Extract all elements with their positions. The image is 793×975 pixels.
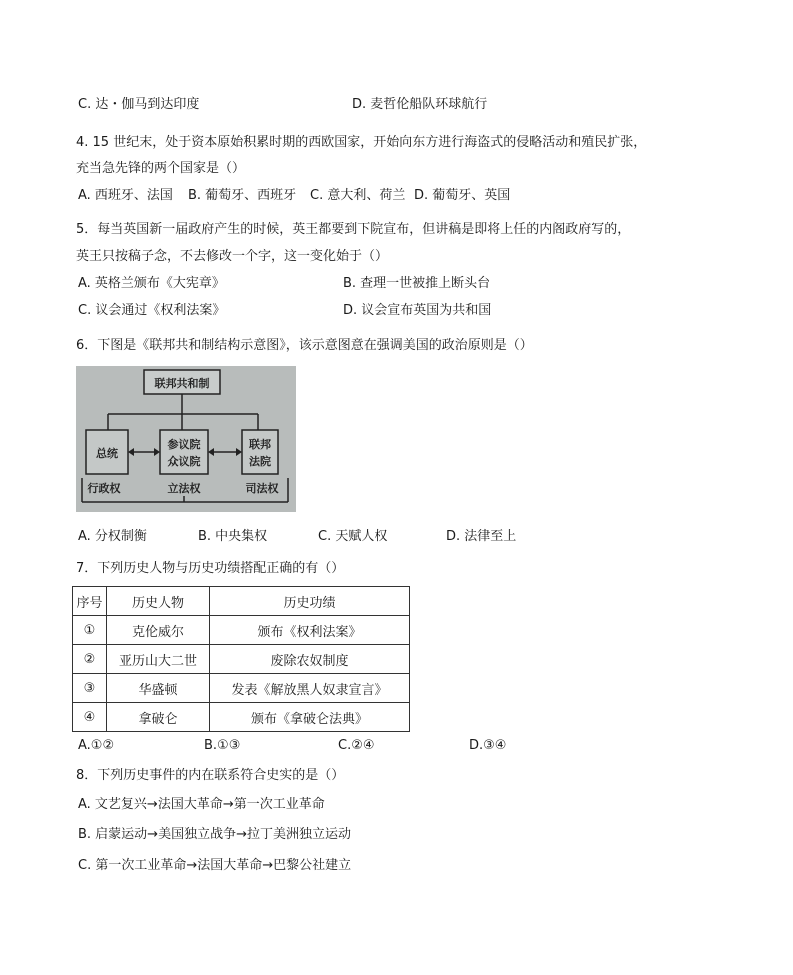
row-index: ②: [73, 645, 107, 674]
q3-option-d: D. 麦哲伦船队环球航行: [352, 97, 488, 112]
q5-stem-line1: 5．每当英国新一届政府产生的时候，英王都要到下院宣布，但讲稿是即将上任的内阁政府写的，: [76, 222, 631, 237]
row-index: ③: [73, 674, 107, 703]
q7-option-b: B.①③: [204, 738, 241, 753]
q6-option-b: B. 中央集权: [198, 529, 268, 544]
diagram-executive-caption: 行政权: [87, 482, 121, 495]
history-figures-table: [72, 586, 410, 732]
q6-option-d: D. 法律至上: [446, 529, 517, 544]
row-figure: 华盛顿: [107, 674, 210, 703]
row-achievement: 颁布《拿破仑法典》: [210, 703, 410, 732]
row-figure: 亚历山大二世: [107, 645, 210, 674]
diagram-president-label: 总统: [96, 447, 118, 460]
q4-option-c: C. 意大利、荷兰: [310, 188, 406, 203]
q4-option-d: D. 葡萄牙、英国: [414, 188, 511, 203]
diagram-top-label: 联邦共和制: [154, 377, 210, 390]
table-row: [73, 703, 410, 732]
q7-option-c: C.②④: [338, 738, 375, 753]
q4-stem-line1: 4. 15 世纪末，处于资本原始积累时期的西欧国家，开始向东方进行海盗式的侵略活动和殖民扩张，: [76, 135, 647, 150]
row-achievement: 发表《解放黑人奴隶宣言》: [210, 674, 410, 703]
q5-stem-line2: 英王只按稿子念，不去修改一个字，这一变化始于（）: [76, 249, 389, 264]
q8-stem: 8．下列历史事件的内在联系符合史实的是（）: [76, 768, 345, 783]
row-index: ①: [73, 616, 107, 645]
q5-option-c: C. 议会通过《权利法案》: [78, 303, 226, 318]
federal-republic-diagram: [76, 366, 296, 512]
q8-option-a: A. 文艺复兴→法国大革命→第一次工业革命: [78, 797, 325, 812]
row-achievement: 废除农奴制度: [210, 645, 410, 674]
row-figure: 克伦威尔: [107, 616, 210, 645]
table-row: [73, 616, 410, 645]
header-index: 序号: [73, 587, 107, 616]
q6-option-a: A. 分权制衡: [78, 529, 147, 544]
q5-option-d: D. 议会宣布英国为共和国: [343, 303, 492, 318]
q4-stem-line2: 充当急先锋的两个国家是（）: [76, 161, 246, 176]
q6-option-c: C. 天赋人权: [318, 529, 388, 544]
q5-option-b: B. 查理一世被推上断头台: [343, 276, 491, 291]
q4-option-a: A. 西班牙、法国: [78, 188, 173, 203]
q8-option-c: C. 第一次工业革命→法国大革命→巴黎公社建立: [78, 858, 352, 873]
row-achievement: 颁布《权利法案》: [210, 616, 410, 645]
row-index: ④: [73, 703, 107, 732]
diagram-congress-label2: 众议院: [167, 455, 201, 468]
diagram-legislative-caption: 立法权: [167, 482, 201, 495]
q4-option-b: B. 葡萄牙、西班牙: [188, 188, 297, 203]
q7-option-a: A.①②: [78, 738, 115, 753]
row-figure: 拿破仑: [107, 703, 210, 732]
diagram-court-label2: 法院: [249, 455, 271, 468]
diagram-congress-label1: 参议院: [167, 438, 201, 451]
q6-stem: 6．下图是《联邦共和制结构示意图》，该示意图意在强调美国的政治原则是（）: [76, 338, 533, 353]
q7-option-d: D.③④: [469, 738, 507, 753]
q5-option-a: A. 英格兰颁布《大宪章》: [78, 276, 225, 291]
table-header-row: [73, 587, 410, 616]
q3-option-c: C. 达・伽马到达印度: [78, 97, 200, 112]
q7-stem: 7．下列历史人物与历史功绩搭配正确的有（）: [76, 561, 345, 576]
table-row: [73, 645, 410, 674]
table-row: [73, 674, 410, 703]
header-achievement: 历史功绩: [210, 587, 410, 616]
diagram-court-label1: 联邦: [249, 438, 271, 451]
header-figure: 历史人物: [107, 587, 210, 616]
diagram-judicial-caption: 司法权: [245, 482, 279, 495]
q8-option-b: B. 启蒙运动→美国独立战争→拉丁美洲独立运动: [78, 827, 351, 842]
